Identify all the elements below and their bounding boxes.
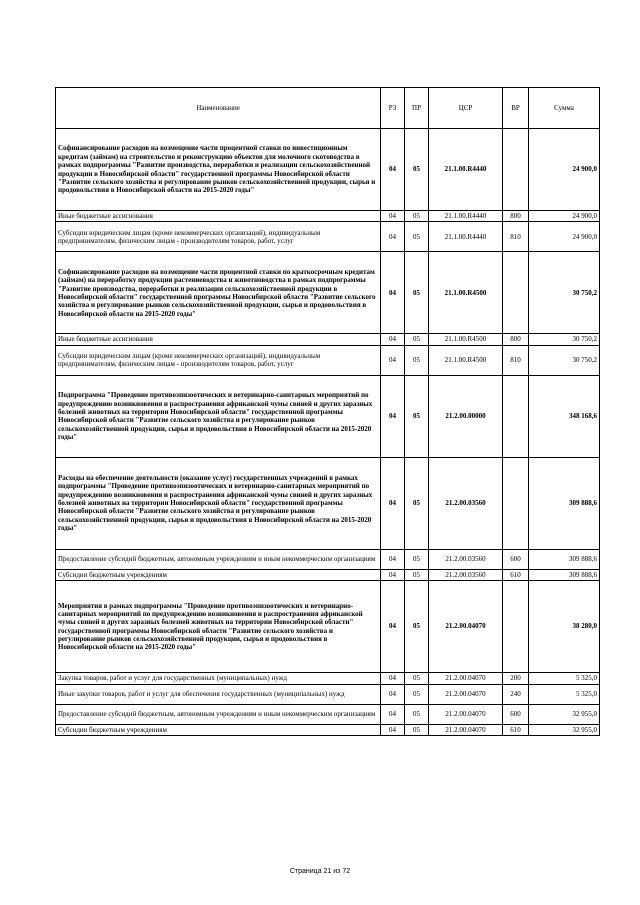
table-header-row <box>56 88 600 129</box>
cell-vr: 610 <box>503 724 529 735</box>
header-rz: РЗ <box>381 88 405 129</box>
cell-csr: 21.1.00.R4500 <box>429 252 503 334</box>
table-row <box>56 581 600 673</box>
cell-sum: 309 888,6 <box>529 549 600 569</box>
cell-name: Расходы на обеспечение деятельности (оказание услуг) государственных учреждений в рамках подпрограммы "Проведение противоэпизоотических и ветеринарно-санитарных мероприятий по предупреждению возникновения и распространения африканской чумы свиней и других заразных болезней животных на территории Новосибирской области" государственной программы Новосибирской области "Развитие сельского хозяйства и регулирование рынков сельскохозяйственной продукции, сырья и продовольствия в Новосибирской области на 2015-2020 годы" <box>56 457 381 549</box>
cell-csr: 21.1.00.R4440 <box>429 211 503 222</box>
table-row <box>56 549 600 569</box>
table-row <box>56 222 600 252</box>
cell-vr: 610 <box>503 569 529 580</box>
header-pr: ПР <box>405 88 429 129</box>
cell-csr: 21.1.00.R4440 <box>429 129 503 211</box>
table-row <box>56 569 600 580</box>
page-number: Страница 21 из 72 <box>289 868 351 875</box>
cell-vr: 600 <box>503 549 529 569</box>
table-row <box>56 684 600 704</box>
cell-rz: 04 <box>381 549 405 569</box>
cell-name: Субсидии юридическим лицам (кроме некоммерческих организаций), индивидуальным предпринимателям, физическим лицам - производителям товаров, работ, услуг <box>56 345 381 375</box>
cell-rz: 04 <box>381 673 405 684</box>
cell-rz: 04 <box>381 684 405 704</box>
cell-sum: 30 750,2 <box>529 334 600 345</box>
cell-sum: 309 888,6 <box>529 457 600 549</box>
cell-pr: 05 <box>405 549 429 569</box>
cell-vr: 810 <box>503 345 529 375</box>
cell-csr: 21.2.00.03560 <box>429 549 503 569</box>
cell-csr: 21.2.00.04070 <box>429 581 503 673</box>
cell-rz: 04 <box>381 129 405 211</box>
cell-sum: 24 900,0 <box>529 222 600 252</box>
table-row <box>56 673 600 684</box>
cell-name: Софинансирование расходов на возмещение части процентной ставки по инвестиционным кредитам (займам) на строительство и реконструкцию объектов для молочного скотоводства в рамках подпрограммы "Развитие производства, переработки и реализации сельскохозяйственной продукции в Новосибирской области" государственной программы Новосибирской области "Развитие сельского хозяйства и регулирование рынков сельскохозяйственной продукции, сырья и продовольствия в Новосибирской области на 2015-2020 годы" <box>56 129 381 211</box>
cell-rz: 04 <box>381 375 405 457</box>
cell-vr: 800 <box>503 334 529 345</box>
cell-pr: 05 <box>405 724 429 735</box>
cell-name: Подпрограмма "Проведение противоэпизоотических и ветеринарно-санитарных мероприятий по предупреждению возникновения и распространения африканской чумы свиней и других заразных болезней животных на территории Новосибирской области" государственной программы Новосибирской области "Развитие сельского хозяйства и регулирование рынков сельскохозяйственной продукции, сырья и продовольствия в Новосибирской области на 2015-2020 годы" <box>56 375 381 457</box>
cell-pr: 05 <box>405 252 429 334</box>
cell-pr: 05 <box>405 345 429 375</box>
cell-sum: 348 168,6 <box>529 375 600 457</box>
table-row <box>56 129 600 211</box>
cell-csr: 21.1.00.R4500 <box>429 345 503 375</box>
cell-sum: 32 955,0 <box>529 704 600 724</box>
cell-pr: 05 <box>405 129 429 211</box>
cell-rz: 04 <box>381 211 405 222</box>
cell-sum: 5 325,0 <box>529 673 600 684</box>
cell-pr: 05 <box>405 222 429 252</box>
table-row <box>56 375 600 457</box>
cell-sum: 30 750,2 <box>529 345 600 375</box>
cell-rz: 04 <box>381 581 405 673</box>
table-row <box>56 457 600 549</box>
cell-pr: 05 <box>405 457 429 549</box>
cell-vr <box>503 457 529 549</box>
cell-pr: 05 <box>405 211 429 222</box>
cell-rz: 04 <box>381 569 405 580</box>
cell-vr <box>503 129 529 211</box>
cell-pr: 05 <box>405 375 429 457</box>
cell-name: Иные закупки товаров, работ и услуг для обеспечения государственных (муниципальных) нужд <box>56 684 381 704</box>
cell-vr <box>503 581 529 673</box>
cell-name: Субсидии бюджетным учреждениям <box>56 569 381 580</box>
table-row <box>56 211 600 222</box>
cell-sum: 32 955,0 <box>529 724 600 735</box>
cell-name: Закупка товаров, работ и услуг для государственных (муниципальных) нужд <box>56 673 381 684</box>
cell-pr: 05 <box>405 673 429 684</box>
cell-rz: 04 <box>381 334 405 345</box>
cell-rz: 04 <box>381 252 405 334</box>
cell-sum: 5 325,0 <box>529 684 600 704</box>
cell-pr: 05 <box>405 334 429 345</box>
cell-csr: 21.2.00.04070 <box>429 673 503 684</box>
header-vr: ВР <box>503 88 529 129</box>
table-row <box>56 704 600 724</box>
cell-vr: 240 <box>503 684 529 704</box>
cell-rz: 04 <box>381 345 405 375</box>
cell-csr: 21.2.00.00000 <box>429 375 503 457</box>
table-row <box>56 252 600 334</box>
cell-sum: 24 900,0 <box>529 211 600 222</box>
table-row <box>56 334 600 345</box>
cell-vr: 200 <box>503 673 529 684</box>
cell-rz: 04 <box>381 222 405 252</box>
cell-csr: 21.2.00.04070 <box>429 684 503 704</box>
cell-csr: 21.2.00.03560 <box>429 569 503 580</box>
cell-vr <box>503 252 529 334</box>
cell-name: Предоставление субсидий бюджетным, автономным учреждениям и иным некоммерческим организациям <box>56 549 381 569</box>
header-sum: Сумма <box>529 88 600 129</box>
cell-rz: 04 <box>381 457 405 549</box>
cell-csr: 21.1.00.R4500 <box>429 334 503 345</box>
cell-pr: 05 <box>405 704 429 724</box>
cell-sum: 38 280,0 <box>529 581 600 673</box>
cell-pr: 05 <box>405 569 429 580</box>
cell-name: Иные бюджетные ассигнования <box>56 211 381 222</box>
cell-csr: 21.2.00.03560 <box>429 457 503 549</box>
cell-name: Софинансирование расходов на возмещение части процентной ставки по краткосрочным кредитам (займам) на переработку продукции растениеводства и животноводства в рамках подпрограммы "Развитие производства, переработки и реализации сельскохозяйственной продукции в Новосибирской области" государственной программы Новосибирской области "Развитие сельского хозяйства и регулирование рынков сельскохозяйственной продукции, сырья и продовольствия в Новосибирской области на 2015-2020 годы" <box>56 252 381 334</box>
cell-name: Иные бюджетные ассигнования <box>56 334 381 345</box>
cell-vr: 600 <box>503 704 529 724</box>
table-row <box>56 345 600 375</box>
cell-csr: 21.1.00.R4440 <box>429 222 503 252</box>
cell-name: Мероприятия в рамках подпрограммы "Проведение противоэпизоотических и ветеринарно-санитарных мероприятий по предупреждению возникновения и распространения африканской чумы свиней и других заразных болезней животных на территории Новосибирской области" государственной программы Новосибирской области "Развитие сельского хозяйства и регулирование рынков сельскохозяйственной продукции, сырья и продовольствия в Новосибирской области на 2015-2020 годы" <box>56 581 381 673</box>
cell-name: Субсидии юридическим лицам (кроме некоммерческих организаций), индивидуальным предпринимателям, физическим лицам - производителям товаров, работ, услуг <box>56 222 381 252</box>
header-name: Наименование <box>56 88 381 129</box>
cell-vr: 810 <box>503 222 529 252</box>
cell-pr: 05 <box>405 684 429 704</box>
cell-rz: 04 <box>381 724 405 735</box>
cell-vr <box>503 375 529 457</box>
cell-csr: 21.2.00.04070 <box>429 724 503 735</box>
cell-pr: 05 <box>405 581 429 673</box>
cell-name: Предоставление субсидий бюджетным, автономным учреждениям и иным некоммерческим организациям <box>56 704 381 724</box>
cell-rz: 04 <box>381 704 405 724</box>
budget-table <box>55 87 600 736</box>
cell-sum: 309 888,6 <box>529 569 600 580</box>
cell-sum: 30 750,2 <box>529 252 600 334</box>
header-csr: ЦСР <box>429 88 503 129</box>
cell-vr: 800 <box>503 211 529 222</box>
cell-csr: 21.2.00.04070 <box>429 704 503 724</box>
cell-name: Субсидии бюджетным учреждениям <box>56 724 381 735</box>
table-row <box>56 724 600 735</box>
cell-sum: 24 900,0 <box>529 129 600 211</box>
